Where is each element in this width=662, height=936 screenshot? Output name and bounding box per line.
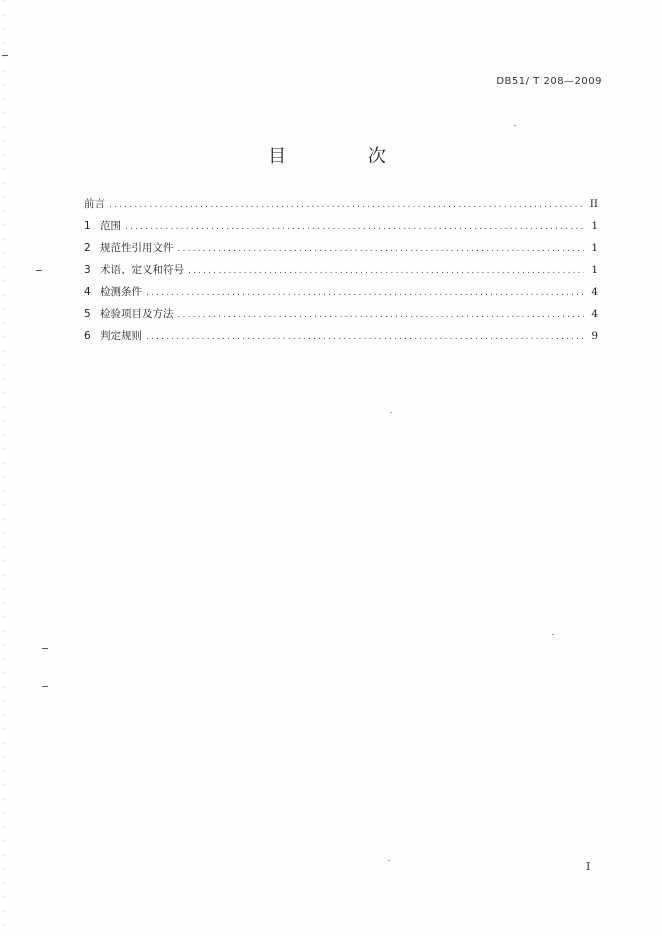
toc-entry-judgment-rules[interactable] (84, 328, 598, 350)
toc-entry-number: 3 (84, 264, 91, 276)
toc-entry-page: 1 (591, 220, 598, 232)
toc-title: 目 次 (268, 146, 424, 167)
toc-entry-foreword[interactable] (84, 196, 598, 218)
toc-entry-normative-references[interactable] (84, 240, 598, 262)
toc-entry-label: 前言 (84, 198, 105, 210)
toc-entry-label: 检验项目及方法 (100, 308, 174, 320)
toc-entry-scope[interactable] (84, 218, 598, 240)
toc-entry-label: 术语、定义和符号 (100, 264, 184, 276)
scan-speck (388, 860, 390, 861)
scan-speck (390, 412, 392, 413)
toc-leader-dots (178, 310, 585, 320)
toc-entry-terms-definitions[interactable] (84, 262, 598, 284)
toc-leader-dots (188, 266, 584, 276)
toc-entry-number: 1 (84, 220, 91, 232)
scan-edge-artifact (4, 0, 5, 936)
toc-entry-number: 4 (84, 286, 91, 298)
toc-entry-label: 规范性引用文件 (100, 242, 174, 254)
toc-list (84, 196, 598, 350)
scan-mark (42, 648, 48, 649)
toc-entry-test-conditions[interactable] (84, 284, 598, 306)
toc-entry-label: 检测条件 (100, 286, 142, 298)
scan-speck (552, 634, 554, 635)
toc-leader-dots (125, 222, 584, 232)
scan-mark (2, 55, 8, 56)
scan-mark (42, 686, 48, 687)
toc-entry-page: 1 (591, 242, 598, 254)
toc-entry-number: 2 (84, 242, 91, 254)
toc-leader-dots (146, 332, 584, 342)
toc-entry-page: II (589, 198, 598, 210)
toc-entry-page: 4 (591, 308, 598, 320)
toc-entry-label: 范围 (100, 220, 121, 232)
toc-entry-label: 判定规则 (100, 330, 142, 342)
scan-speck (514, 125, 516, 126)
toc-entry-number: 6 (84, 330, 91, 342)
toc-entry-page: 9 (591, 330, 598, 342)
toc-entry-page: 4 (591, 286, 598, 298)
document-code: DB51/ T 208—2009 (496, 76, 602, 87)
toc-leader-dots (178, 244, 585, 254)
page-number: I (586, 860, 591, 873)
toc-leader-dots (109, 200, 584, 210)
scan-mark (36, 270, 42, 271)
toc-entry-page: 1 (591, 264, 598, 276)
toc-leader-dots (146, 288, 584, 298)
toc-entry-number: 5 (84, 308, 91, 320)
toc-entry-inspection-methods[interactable] (84, 306, 598, 328)
